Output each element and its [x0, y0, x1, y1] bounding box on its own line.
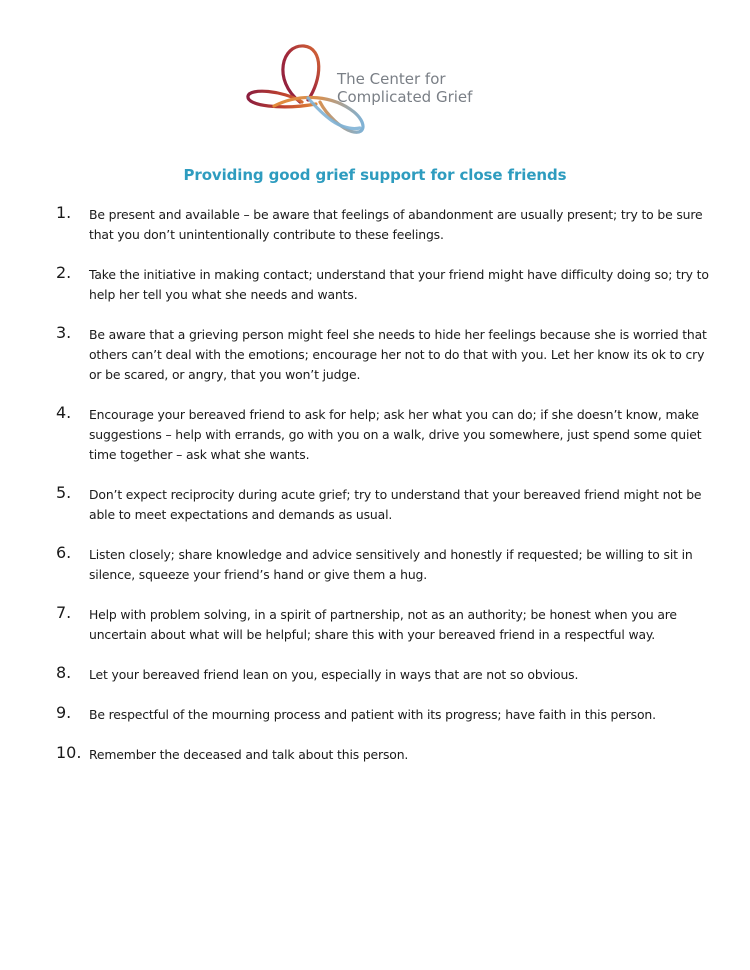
list-item: [56, 485, 716, 525]
page-title: Providing good grief support for close friends: [183, 166, 567, 184]
item-number: 6.: [56, 543, 72, 562]
item-number: 1.: [56, 203, 72, 222]
item-number: 8.: [56, 663, 72, 682]
item-text: Listen closely; share knowledge and advice sensitively and honestly if requested; be willing to sit in silence, squeeze your friend’s hand or give them a hug.: [89, 547, 693, 582]
item-text: Remember the deceased and talk about this person.: [89, 747, 409, 762]
item-text: Be respectful of the mourning process and patient with its progress; have faith in this person.: [89, 707, 656, 722]
logo-line-1: The Center for: [337, 70, 446, 88]
item-text: Help with problem solving, in a spirit of partnership, not as an authority; be honest when you are uncertain about what will be helpful; share this with your bereaved friend in a respectful way.: [89, 607, 677, 642]
item-number: 9.: [56, 703, 72, 722]
item-text: Don’t expect reciprocity during acute grief; try to understand that your bereaved friend might not be able to meet expectations and demands as usual.: [89, 487, 702, 522]
logo-wordmark: [337, 70, 472, 106]
list-item: [56, 605, 716, 645]
item-number: 2.: [56, 263, 72, 282]
tips-list: [56, 205, 716, 785]
item-number: 7.: [56, 603, 72, 622]
list-item: [56, 705, 716, 725]
list-item: [56, 665, 716, 685]
item-text: Take the initiative in making contact; understand that your friend might have difficulty doing so; try to help her tell you what she needs and wants.: [89, 267, 709, 302]
center-logo: [242, 40, 532, 140]
list-item: [56, 265, 716, 305]
item-text: Encourage your bereaved friend to ask for help; ask her what you can do; if she doesn’t know, make suggestions – help with errands, go with you on a walk, drive you somewhere, just spend some quiet time together – ask what she wants.: [89, 407, 702, 462]
item-number: 4.: [56, 403, 72, 422]
logo-line-2: Complicated Grief: [337, 88, 473, 106]
item-text: Be aware that a grieving person might feel she needs to hide her feelings because she is worried that others can’t deal with the emotions; encourage her not to do that with you. Let her know its ok to cry or be scared, or angry, that you won’t judge.: [89, 327, 707, 382]
list-item: [56, 545, 716, 585]
item-number: 3.: [56, 323, 72, 342]
list-item: [56, 405, 716, 465]
list-item: [56, 325, 716, 385]
item-number: 5.: [56, 483, 72, 502]
item-number: 10.: [56, 743, 82, 762]
list-item: [56, 745, 716, 765]
item-text: Let your bereaved friend lean on you, especially in ways that are not so obvious.: [89, 667, 579, 682]
list-item: [56, 205, 716, 245]
item-text: Be present and available – be aware that feelings of abandonment are usually present; try to be sure that you don’t unintentionally contribute to these feelings.: [89, 207, 703, 242]
